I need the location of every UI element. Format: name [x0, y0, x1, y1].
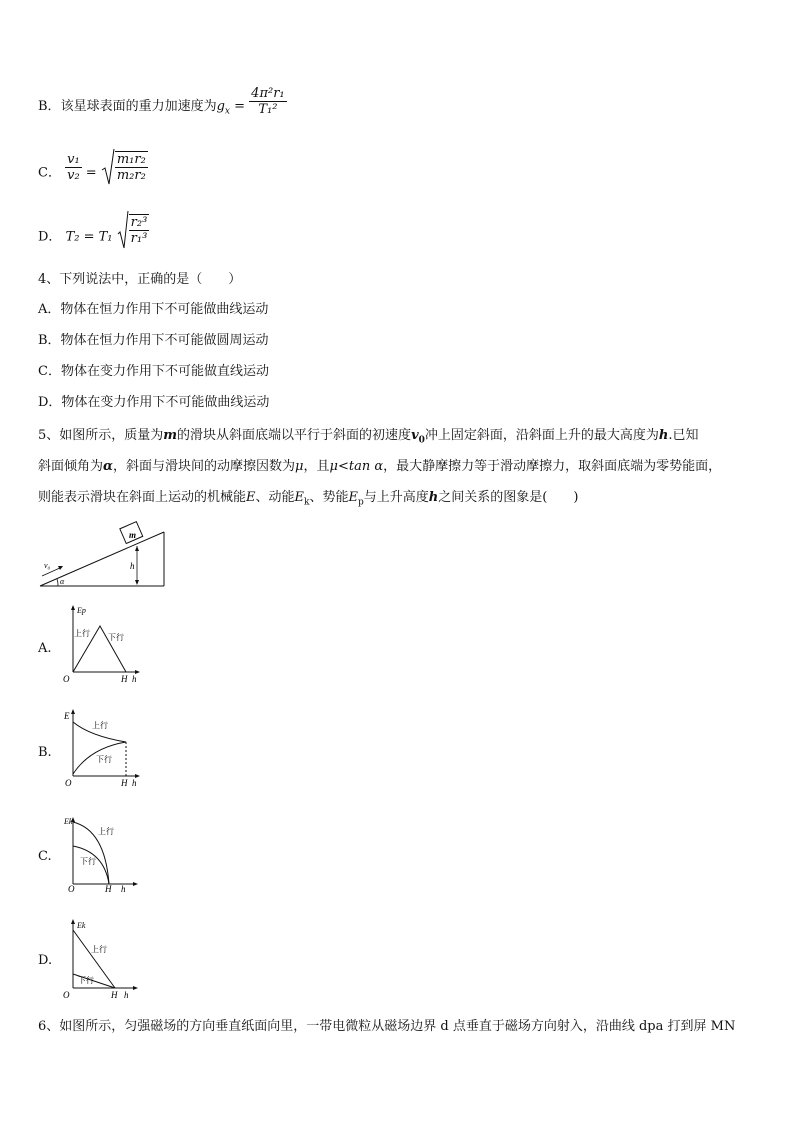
q5-stem-line1 [38, 428, 699, 449]
fraction-denominator: m₂r₂ [116, 168, 146, 183]
velocity-ratio [65, 152, 82, 183]
down-label: 下行 [80, 857, 96, 866]
var-v0: v [411, 428, 419, 443]
H-label: H [111, 990, 118, 1000]
text: 冲上固定斜面，沿斜面上升的最大高度为 [424, 428, 659, 443]
radical-sign-icon [101, 148, 115, 186]
arrow-head-icon [58, 566, 63, 570]
var-Ep: E [348, 490, 359, 505]
H-label: H [121, 674, 128, 684]
text: 斜面倾角为 [38, 459, 104, 474]
equals-sign: = [234, 99, 246, 114]
q4-stem: 4、下列说法中，正确的是（ ） [38, 272, 242, 287]
sqrt-expression [117, 210, 150, 250]
arrow-right-icon [133, 882, 138, 886]
graph-d-label: D. [38, 953, 53, 968]
origin-label: O [63, 674, 70, 684]
graph-a-label: A. [38, 641, 52, 656]
text: ，斜面与滑块间的动摩擦因数为 [113, 459, 296, 474]
var-mu: μ [295, 459, 304, 474]
graph-a [60, 602, 142, 686]
arrow-up-icon [135, 546, 139, 551]
origin-label: O [63, 990, 70, 1000]
arrow-up-icon [71, 709, 75, 714]
q5-stem-line2 [38, 459, 721, 475]
graph-b [60, 706, 142, 792]
option-D-prev [38, 215, 149, 250]
var-h: h [658, 428, 669, 443]
graph-c [60, 812, 142, 896]
var-h: h [428, 490, 439, 505]
down-label: 下行 [78, 976, 94, 985]
option-text: 该星球表面的重力加速度为 [60, 99, 217, 114]
q6-stem: 6、如图所示，匀强磁场的方向垂直纸面向里，一带电微粒从磁场边界 d 点垂直于磁场方向射入，沿曲线 dpa 打到屏 MN [38, 1019, 736, 1034]
h-label: h [124, 990, 129, 1000]
formula-fraction [249, 86, 286, 117]
alpha-label: α [60, 577, 65, 586]
option-label: C． [38, 165, 61, 181]
radicand [115, 151, 148, 183]
fraction-denominator: v₂ [67, 167, 80, 183]
angle-arc [57, 579, 58, 586]
arrow-up-icon [71, 605, 75, 610]
fraction-denominator: T₁² [258, 102, 278, 117]
arrow-down-icon [135, 580, 139, 585]
incline-slope [40, 532, 164, 586]
var-Ek: E [294, 490, 305, 505]
origin-label: O [65, 778, 72, 788]
up-label: 上行 [92, 721, 108, 730]
var-alpha: α [103, 459, 114, 474]
text: .已知 [668, 428, 699, 443]
block-label: m [129, 530, 137, 540]
text: 之间关系的图象是( ) [438, 490, 579, 505]
y-label: E [64, 711, 70, 721]
fraction-numerator: v₁ [67, 151, 80, 167]
formula-sub: x [224, 106, 230, 117]
formula-lhs: T₂ = T₁ [65, 229, 113, 245]
condition: μ<tan α [329, 459, 384, 474]
var-E: E [246, 490, 256, 505]
text: 的滑块从斜面底端以平行于斜面的初速度 [177, 428, 412, 443]
h-label: h [121, 884, 126, 894]
q4-option-c: C．物体在变力作用下不可能做直线运动 [38, 364, 269, 379]
y-label: Ep [77, 606, 86, 615]
down-label: 下行 [96, 755, 112, 764]
text: 、动能 [255, 490, 295, 505]
height-label: h [130, 561, 135, 571]
fraction-numerator: 4π²r₁ [251, 86, 285, 101]
q5-stem-line3 [38, 490, 578, 511]
y-label: Ek [77, 921, 86, 930]
var-m: m [163, 428, 178, 443]
q4-option-d: D．物体在变力作用下不可能做曲线运动 [38, 395, 270, 410]
fraction-denominator: r₁³ [130, 231, 148, 246]
down-label: 下行 [108, 633, 124, 642]
up-label: 上行 [74, 629, 90, 638]
text: 则能表示滑块在斜面上运动的机械能 [38, 490, 247, 505]
H-label: H [105, 884, 112, 894]
arrow-up-icon [71, 919, 75, 924]
equals-sign: = [85, 165, 97, 181]
q4-option-a: A．物体在恒力作用下不可能做曲线运动 [38, 302, 269, 317]
h-label: h [132, 674, 137, 684]
sub: p [358, 497, 364, 508]
formula-g: g [216, 99, 225, 114]
option-label: D． [38, 229, 62, 245]
text: 与上升高度 [363, 490, 429, 505]
fraction-numerator: m₁r₂ [116, 152, 146, 167]
origin-label: O [68, 884, 75, 894]
text: ，且 [303, 459, 330, 474]
graph-c-label: C. [38, 849, 52, 864]
q4-option-b: B．物体在恒力作用下不可能做圆周运动 [38, 333, 269, 348]
text: 5、如图所示，质量为 [38, 428, 164, 443]
sqrt-expression [101, 148, 148, 186]
incline-figure [36, 518, 168, 590]
v0-label: v₀ [44, 561, 51, 570]
h-label: h [132, 778, 137, 788]
text: ，最大静摩擦力等于滑动摩擦力，取斜面底端为零势能面， [383, 459, 722, 474]
up-label: 上行 [91, 945, 107, 954]
fraction-numerator: r₂³ [130, 215, 148, 230]
radical-sign-icon [117, 210, 129, 250]
text: 、势能 [309, 490, 349, 505]
graph-b-label: B. [38, 745, 52, 760]
H-label: H [121, 778, 128, 788]
option-B-prev [38, 86, 287, 120]
option-C-prev [38, 151, 148, 186]
sub: k [304, 497, 310, 508]
radicand [129, 214, 150, 246]
y-label: Ek [64, 817, 73, 826]
graph-d [60, 914, 142, 1004]
up-label: 上行 [98, 827, 114, 836]
sub: 0 [418, 435, 425, 446]
arrow-right-icon [133, 986, 138, 990]
option-label: B． [38, 99, 61, 114]
